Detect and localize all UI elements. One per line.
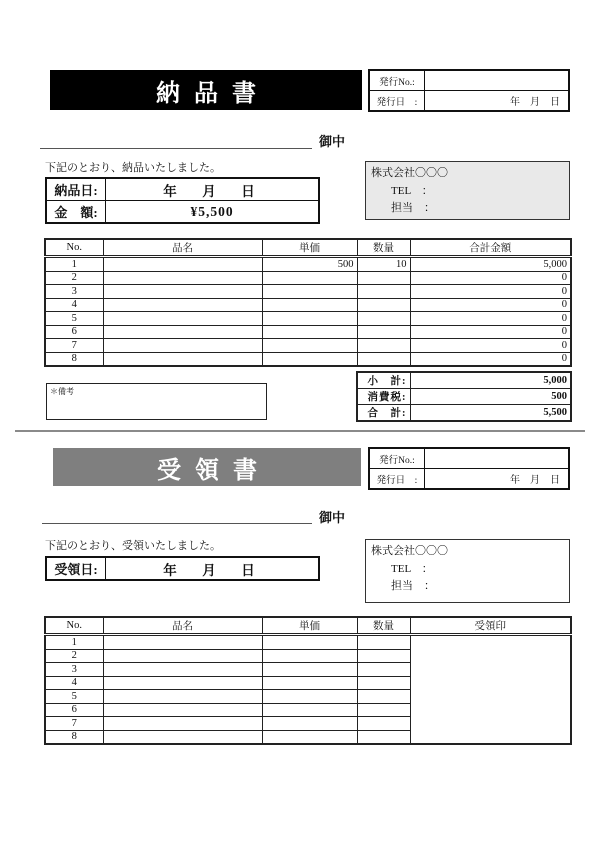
delivery-totals-table [356,371,572,422]
col-header-amount: 合計金額 [410,239,571,257]
cell-qty [357,730,410,744]
col-header-unit-price: 単価 [262,617,357,635]
receipt-issue-info-box [368,447,570,490]
delivery-recipient-suffix: 御中 [319,134,346,149]
cell-item [103,271,262,285]
company-contact-label: 担当 ： [391,202,435,215]
cell-amount: 0 [410,339,571,353]
delivery-date-amount-box [45,177,320,224]
delivery-date-value: 年 月 日 [163,183,261,199]
cell-item [103,339,262,353]
subtotal-value: 5,000 [410,372,571,389]
cell-amount: 0 [410,312,571,326]
table-row [45,352,571,366]
col-header-qty: 数量 [357,617,410,635]
delivery-notes-box [46,383,267,420]
cell-amount: 0 [410,271,571,285]
subtotal-row [357,372,571,389]
cell-item [103,285,262,299]
subtotal-label: 小 計: [357,372,410,389]
cell-no: 7 [45,339,103,353]
cell-unit-price [262,663,357,677]
delivery-amount-label: 金 額: [47,201,106,222]
cell-qty [357,663,410,677]
cell-qty [357,690,410,704]
cell-no: 1 [45,635,103,650]
receipt-items-header-row [45,617,571,635]
table-row [45,285,571,299]
col-header-stamp: 受領印 [410,617,571,635]
company-contact-label: 担当 ： [391,580,435,593]
cell-no: 2 [45,649,103,663]
cell-qty [357,312,410,326]
cell-no: 4 [45,298,103,312]
cell-unit-price [262,312,357,326]
total-value: 5,500 [410,405,571,422]
cell-amount: 0 [410,285,571,299]
receipt-date-value: 年 月 日 [163,562,261,578]
delivery-recipient-name-line [40,128,312,149]
issue-date-value-field: 年 月 日 [510,97,560,108]
cell-item [103,312,262,326]
cell-item [103,676,262,690]
issue-date-row [370,90,568,110]
cell-qty [357,649,410,663]
receipt-company-box [365,539,570,603]
delivery-intro-text: 下記のとおり、納品いたしました。 [45,162,221,174]
col-header-unit-price: 単価 [262,239,357,257]
cell-qty [357,352,410,366]
table-row [45,257,571,272]
col-header-no: No. [45,617,103,635]
section-divider [15,430,585,432]
delivery-note-title: 納品書 [156,79,270,107]
cell-unit-price [262,676,357,690]
receipt-date-row [47,558,318,579]
cell-item [103,717,262,731]
cell-no: 6 [45,325,103,339]
cell-unit-price [262,352,357,366]
cell-item [103,649,262,663]
cell-unit-price [262,635,357,650]
tax-label: 消費税: [357,389,410,405]
cell-qty: 10 [357,257,410,272]
cell-unit-price: 500 [262,257,357,272]
receipt-date-label: 受領日: [47,558,106,579]
table-row [45,339,571,353]
total-row [357,405,571,422]
issue-date-label: 発行日 : [370,91,425,110]
delivery-issue-info-box [368,69,570,112]
col-header-no: No. [45,239,103,257]
cell-item [103,325,262,339]
cell-item [103,257,262,272]
cell-amount: 0 [410,352,571,366]
cell-item [103,690,262,704]
issue-no-value-field [425,71,568,90]
cell-no: 6 [45,703,103,717]
issue-date-value-field: 年 月 日 [510,475,560,486]
tax-value: 500 [410,389,571,405]
receipt-title: 受領書 [157,456,271,484]
receipt-recipient-suffix: 御中 [319,510,346,525]
table-row [45,635,571,650]
cell-unit-price [262,690,357,704]
cell-qty [357,635,410,650]
delivery-date-label: 納品日: [47,179,106,200]
delivery-items-table [44,238,572,367]
cell-item [103,298,262,312]
cell-unit-price [262,717,357,731]
cell-unit-price [262,730,357,744]
total-label: 合 計: [357,405,410,422]
cell-qty [357,676,410,690]
cell-no: 5 [45,312,103,326]
issue-no-row [370,449,568,468]
cell-qty [357,325,410,339]
receipt-stamp-cell [410,635,571,745]
company-name: 株式会社〇〇〇 [371,545,448,557]
cell-no: 7 [45,717,103,731]
cell-item [103,635,262,650]
table-row [45,298,571,312]
cell-qty [357,339,410,353]
cell-no: 5 [45,690,103,704]
cell-unit-price [262,325,357,339]
cell-unit-price [262,703,357,717]
issue-no-label: 発行No.: [370,449,425,468]
cell-qty [357,717,410,731]
issue-date-row [370,468,568,488]
issue-no-value-field [425,449,568,468]
table-row [45,271,571,285]
delivery-date-row [47,179,318,200]
cell-qty [357,703,410,717]
issue-no-row [370,71,568,90]
cell-no: 8 [45,730,103,744]
company-name: 株式会社〇〇〇 [371,167,448,179]
col-header-qty: 数量 [357,239,410,257]
col-header-item: 品名 [103,239,262,257]
cell-no: 2 [45,271,103,285]
tax-row [357,389,571,405]
receipt-recipient-name-line [42,503,312,524]
cell-qty [357,285,410,299]
table-row [45,325,571,339]
cell-qty [357,298,410,312]
cell-item [103,663,262,677]
receipt-intro-text: 下記のとおり、受領いたしました。 [45,540,221,552]
cell-unit-price [262,649,357,663]
company-tel-label: TEL ： [391,562,433,575]
table-row [45,312,571,326]
cell-no: 1 [45,257,103,272]
delivery-items-header-row [45,239,571,257]
cell-item [103,703,262,717]
receipt-date-box [45,556,320,581]
cell-no: 3 [45,285,103,299]
col-header-item: 品名 [103,617,262,635]
receipt-items-table [44,616,572,745]
delivery-amount-value: ¥5,500 [190,203,234,219]
cell-amount: 0 [410,325,571,339]
delivery-note-title-banner [50,70,362,110]
receipt-title-banner [53,448,361,486]
cell-amount: 5,000 [410,257,571,272]
issue-no-label: 発行No.: [370,71,425,90]
cell-amount: 0 [410,298,571,312]
cell-no: 3 [45,663,103,677]
cell-unit-price [262,298,357,312]
cell-item [103,730,262,744]
issue-date-label: 発行日 : [370,469,425,488]
cell-unit-price [262,271,357,285]
delivery-company-box [365,161,570,220]
company-tel-label: TEL ： [391,184,433,197]
cell-unit-price [262,285,357,299]
delivery-amount-row [47,200,318,222]
cell-no: 4 [45,676,103,690]
cell-no: 8 [45,352,103,366]
cell-unit-price [262,339,357,353]
cell-item [103,352,262,366]
cell-qty [357,271,410,285]
notes-label: ＊備考 [50,387,74,396]
